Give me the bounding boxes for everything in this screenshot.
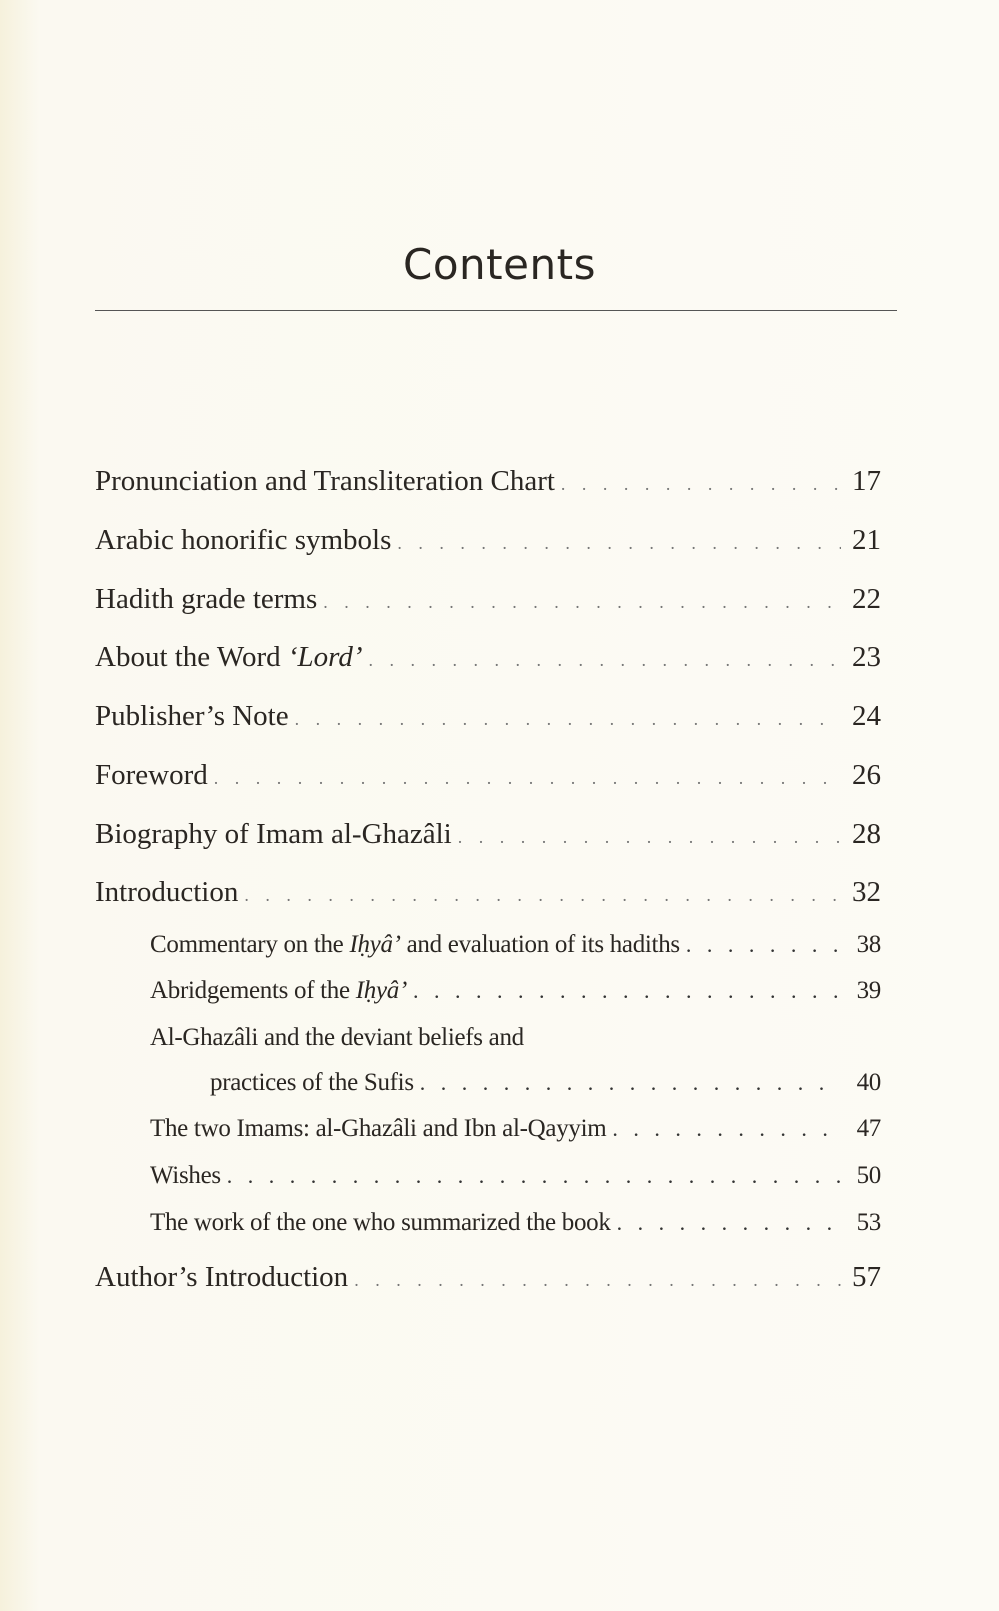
toc-entry[interactable] (95, 465, 881, 505)
page-number: 40 (856, 1069, 881, 1096)
label-text: Abridgements of the (150, 977, 356, 1004)
page-number: 17 (852, 465, 881, 497)
toc-subentry[interactable] (150, 977, 881, 1005)
page-title: Contents (403, 240, 596, 289)
dot-leader (244, 885, 841, 906)
dot-leader (561, 474, 841, 495)
page-number: 50 (856, 1162, 881, 1189)
label-italic: Iḥyâ’ (349, 931, 401, 958)
page-number: 26 (852, 759, 881, 791)
entry-label: The work of the one who summarized the book (150, 1209, 611, 1236)
page-number: 57 (852, 1261, 881, 1293)
entry-label: Hadith grade terms (95, 583, 318, 615)
entry-label: Biography of Imam al-Ghazâli (95, 818, 452, 850)
label-text: Commentary on the (150, 931, 350, 958)
entry-label: Author’s Introduction (95, 1261, 349, 1293)
toc-subentry[interactable] (150, 1115, 881, 1143)
dot-leader (295, 709, 841, 730)
dot-leader (369, 650, 841, 671)
label-italic: ‘Lord’ (287, 641, 363, 673)
toc-subentry[interactable] (150, 1209, 881, 1237)
toc-subentry-line1[interactable] (150, 1024, 881, 1052)
toc-entry[interactable] (95, 641, 881, 681)
page-number: 47 (856, 1115, 881, 1142)
entry-label (150, 977, 407, 1005)
entry-label (95, 641, 363, 674)
page-number: 23 (852, 641, 881, 673)
entry-label: The two Imams: al-Ghazâli and Ibn al-Qayyim (150, 1115, 607, 1142)
entry-label: Al-Ghazâli and the deviant beliefs and (150, 1024, 524, 1051)
dot-leader (227, 1163, 841, 1189)
toc-entry[interactable] (95, 524, 881, 564)
dot-leader (612, 1116, 841, 1142)
dot-leader (323, 592, 841, 613)
toc-entry[interactable] (95, 818, 881, 858)
entry-label: Arabic honorific symbols (95, 524, 392, 556)
entry-label: Publisher’s Note (95, 700, 289, 732)
toc-subentry[interactable] (150, 931, 881, 959)
label-text: About the Word (95, 641, 288, 673)
entry-label: practices of the Sufis (210, 1069, 414, 1096)
toc-entry[interactable] (95, 1261, 881, 1301)
dot-leader (458, 827, 841, 848)
toc-subentry-line2[interactable] (210, 1069, 881, 1097)
label-text: and evaluation of its hadiths (400, 931, 680, 958)
dot-leader (420, 1070, 841, 1096)
entry-label (150, 931, 680, 959)
page-number: 22 (852, 583, 881, 615)
page-number: 38 (856, 931, 881, 958)
dot-leader (214, 768, 841, 789)
label-italic: Iḥyâ’ (355, 977, 408, 1004)
dot-leader (617, 1210, 841, 1236)
entry-label: Pronunciation and Transliteration Chart (95, 465, 555, 497)
entry-label: Introduction (95, 876, 239, 908)
page-number: 53 (856, 1209, 881, 1236)
toc-entry[interactable] (95, 759, 881, 799)
entry-label: Foreword (95, 759, 208, 791)
toc-subentry[interactable] (150, 1162, 881, 1190)
title-divider (95, 310, 897, 311)
toc-entry[interactable] (95, 583, 881, 623)
page-number: 39 (856, 977, 881, 1004)
dot-leader (413, 978, 841, 1004)
toc-entry[interactable] (95, 700, 881, 740)
toc-entry[interactable] (95, 876, 881, 916)
page-number: 28 (852, 818, 881, 850)
dot-leader (397, 533, 841, 554)
page-number: 32 (852, 876, 881, 908)
page-number: 21 (852, 524, 881, 556)
dot-leader (686, 932, 841, 958)
page-number: 24 (852, 700, 881, 732)
dot-leader (354, 1270, 841, 1291)
entry-label: Wishes (150, 1162, 221, 1189)
